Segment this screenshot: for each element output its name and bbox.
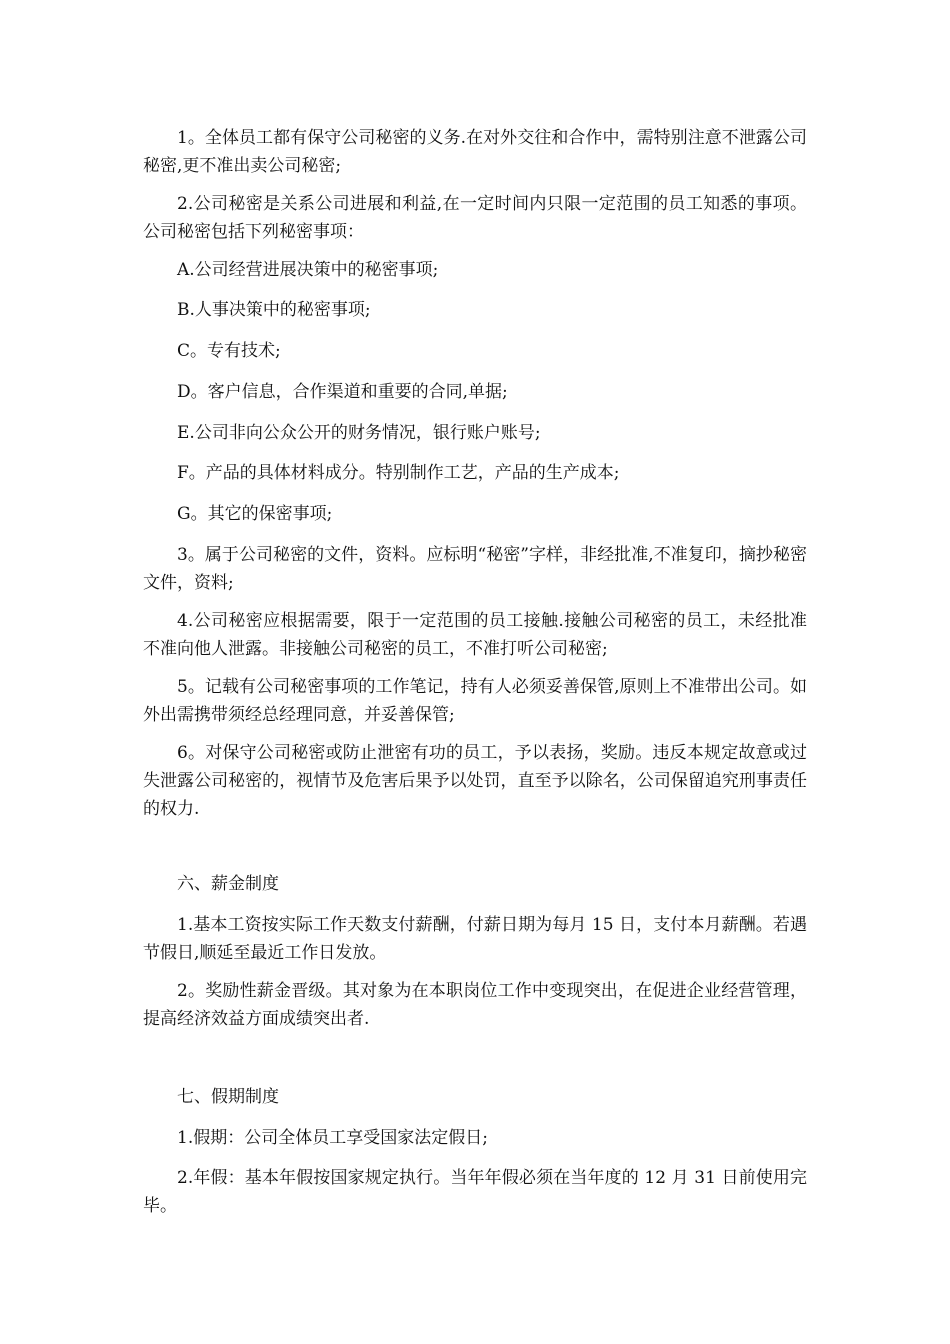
secrecy-item-g: G。其它的保密事项; [177,504,333,524]
secrecy-clause-4: 4.公司秘密应根据需要，限于一定范围的员工接触.接触公司秘密的员工，未经批准不准向他人泄露。非接触公司秘密的员工，不准打听公司秘密; [143,611,807,659]
secrecy-clause-3: 3。属于公司秘密的文件，资料。应标明“秘密”字样，非经批准,不准复印，摘抄秘密文件，资料; [143,545,807,593]
secrecy-item-b: B.人事决策中的秘密事项; [177,300,371,320]
salary-clause-1: 1.基本工资按实际工作天数支付薪酬，付薪日期为每月 15 日，支付本月薪酬。若遇节假日,顺延至最近工作日发放。 [143,915,807,963]
leave-clause-1: 1.假期：公司全体员工享受国家法定假日; [177,1128,488,1148]
leave-section-heading: 七、假期制度 [177,1087,279,1107]
secrecy-clause-6: 6。对保守公司秘密或防止泄密有功的员工，予以表扬，奖励。违反本规定故意或过失泄露公司秘密的，视情节及危害后果予以处罚，直至予以除名，公司保留追究刑事责任的权力. [143,743,807,819]
secrecy-clause-5: 5。记载有公司秘密事项的工作笔记，持有人必须妥善保管,原则上不准带出公司。如外出需携带须经总经理同意，并妥善保管; [143,677,807,725]
secrecy-item-a: A.公司经营进展决策中的秘密事项; [177,260,439,280]
salary-clause-2: 2。奖励性薪金晋级。其对象为在本职岗位工作中变现突出，在促进企业经营管理，提高经济效益方面成绩突出者. [143,981,807,1029]
salary-section-heading: 六、薪金制度 [177,874,279,894]
secrecy-item-f: F。产品的具体材料成分。特别制作工艺，产品的生产成本; [177,463,620,483]
secrecy-clause-2: 2.公司秘密是关系公司进展和利益,在一定时间内只限一定范围的员工知悉的事项。公司秘密包括下列秘密事项： [143,194,807,242]
leave-clause-2: 2.年假：基本年假按国家规定执行。当年年假必须在当年度的 12 月 31 日前使用完毕。 [143,1168,807,1216]
secrecy-clause-1: 1。全体员工都有保守公司秘密的义务.在对外交往和合作中，需特别注意不泄露公司秘密,更不准出卖公司秘密; [143,128,807,176]
secrecy-item-c: C。专有技术; [177,341,281,361]
secrecy-item-d: D。客户信息，合作渠道和重要的合同,单据; [177,382,508,402]
secrecy-item-e: E.公司非向公众公开的财务情况，银行账户账号; [177,423,541,443]
